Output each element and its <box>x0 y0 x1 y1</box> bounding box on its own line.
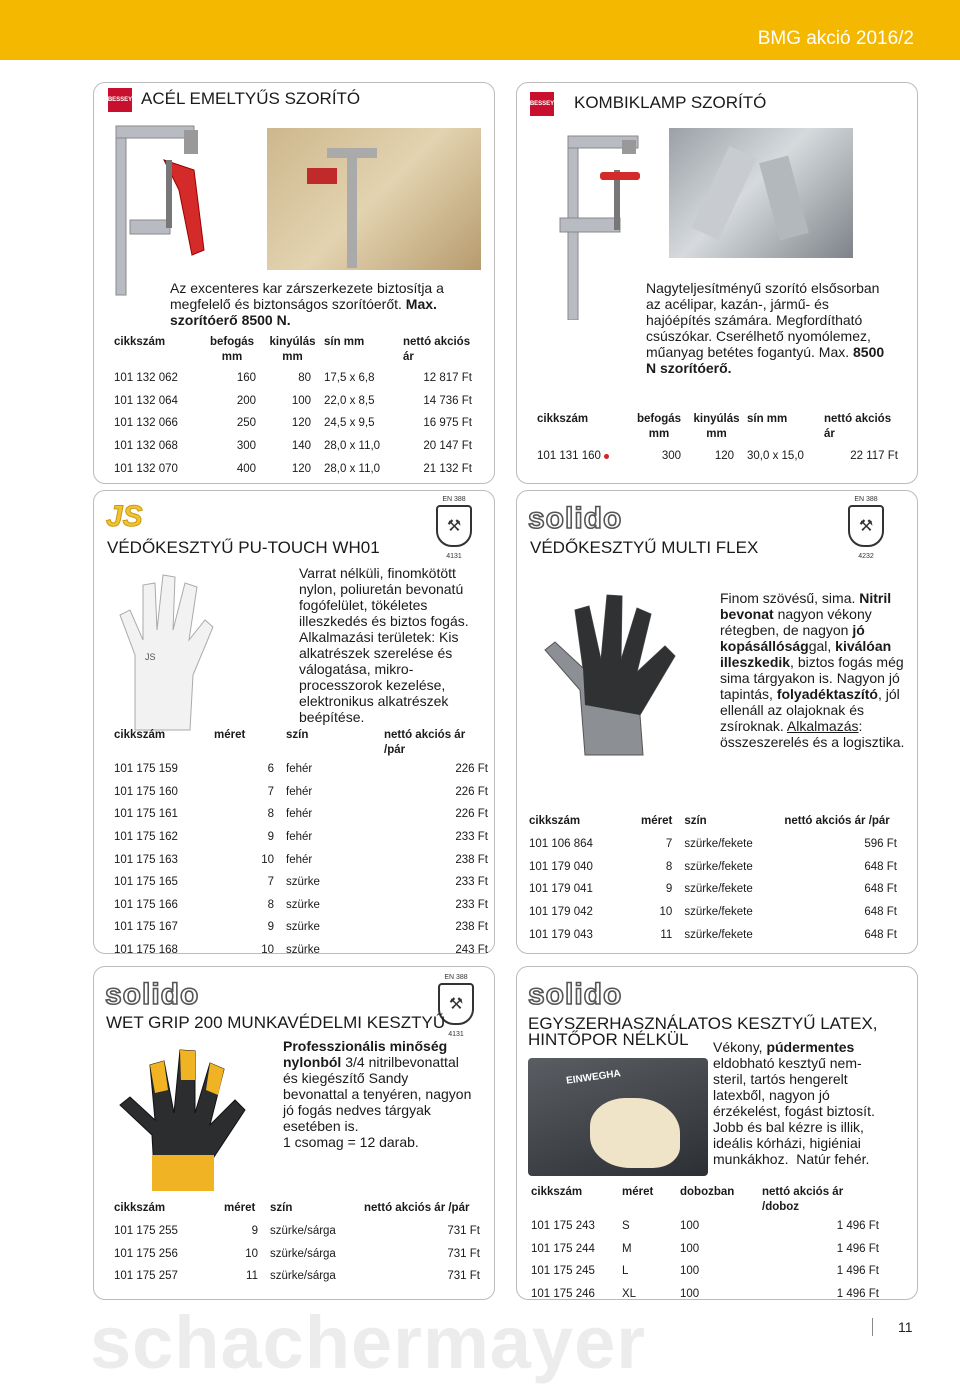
solido-logo: solido <box>528 978 623 1011</box>
header-bar <box>0 0 960 60</box>
table-row: 101 175 243 S 100 1 496 Ft <box>531 1220 879 1233</box>
col-header: méret <box>641 815 673 827</box>
js-logo: JS <box>106 500 143 533</box>
col-header: méret <box>224 1202 256 1214</box>
table-row: 101 132 066 250 120 24,5 x 9,5 16 975 Ft <box>114 417 472 430</box>
product-title-line2: HINTŐPOR NÉLKÜL <box>528 1030 689 1049</box>
table-row: 101 175 168 10 szürke 243 Ft <box>114 944 488 957</box>
price-table <box>537 412 898 468</box>
hammer-icon: ⚒ <box>438 983 474 1025</box>
box-label: EINWEGHA <box>565 1068 622 1087</box>
table-row: 101 179 042 10 szürke/fekete 648 Ft <box>529 906 897 919</box>
table-row: 101 132 070 400 120 28,0 x 11,0 21 132 Ft <box>114 462 472 475</box>
table-row: 101 175 165 7 szürke 233 Ft <box>114 876 488 889</box>
product-title: ACÉL EMELTYŰS SZORÍTÓ <box>141 89 361 108</box>
en388-pictogram: EN 388 ⚒ 4131 <box>434 496 474 560</box>
col-header: szín <box>270 1202 293 1214</box>
col-header: cikkszám <box>114 336 166 348</box>
en388-pictogram: EN 388 ⚒ 4131 <box>436 974 476 1038</box>
price-table <box>114 335 472 480</box>
wood-photo <box>267 128 481 270</box>
product-title: WET GRIP 200 MUNKAVÉDELMI KESZTYŰ <box>106 1013 446 1032</box>
col-header: nettó akciós ár /doboz <box>762 1186 844 1213</box>
table-row: 101 175 166 8 szürke 233 Ft <box>114 898 488 911</box>
catalog-title: BMG akció 2016/2 <box>757 28 914 49</box>
product-description: Nagyteljesítményű szorító elsősorban az acélipar, kazán-, jármű- és hajóépítés számára. Megfordítható csúszókar. Cserélhető nyomólemez, műanyag betétes fogantyú. Max. 8500 N szorítóerő. <box>646 280 885 376</box>
table-row: 101 175 244 M 100 1 496 Ft <box>531 1242 879 1255</box>
product-description: Professzionális minőség nylonból 3/4 nitrilbevonattal és kiegészítő Sandy bevonattal a tenyéren, nagyon jó fogás nedves tárgyak esetében is. 1 csomag = 12 darab. <box>283 1038 472 1150</box>
schachermayer-watermark: schachermayer <box>90 1301 647 1384</box>
price-table <box>114 728 488 961</box>
product-title: KOMBIKLAMP SZORÍTÓ <box>574 93 767 112</box>
price-table <box>114 1201 480 1288</box>
col-header: cikkszám <box>537 413 589 425</box>
table-row: 101 175 256 10 szürke/sárga 731 Ft <box>114 1247 480 1260</box>
col-header: cikkszám <box>529 815 581 827</box>
col-header: sín mm <box>324 336 365 348</box>
price-table <box>529 814 897 946</box>
col-header: szín <box>286 729 309 741</box>
table-row: 101 132 068 300 140 28,0 x 11,0 20 147 Ft <box>114 440 472 453</box>
metal-photo <box>669 128 853 258</box>
lever-clamp-image <box>104 120 254 300</box>
col-header: nettó akciós ár /pár <box>384 729 466 756</box>
col-header: méret <box>214 729 246 741</box>
table-row: 101 175 163 10 fehér 238 Ft <box>114 853 488 866</box>
wet-grip-glove-image <box>100 1035 270 1195</box>
solido-logo: solido <box>528 502 623 535</box>
col-header: nettó akciós ár /pár <box>784 815 890 827</box>
page-number: 11 <box>872 1318 913 1336</box>
price-table <box>531 1185 879 1305</box>
col-header: méret <box>622 1186 654 1198</box>
col-header: befogás mm <box>636 413 682 440</box>
bessey-logo: BESSEY <box>530 92 554 116</box>
table-row: 101 175 162 9 fehér 233 Ft <box>114 831 488 844</box>
product-title: VÉDŐKESZTYŰ MULTI FLEX <box>530 538 759 557</box>
col-header: kinyúlás mm <box>693 413 740 440</box>
col-header: befogás mm <box>209 336 255 363</box>
product-description: Az excenteres kar zárszerkezete biztosítja a megfelelő és biztonságos szorítóerőt. Max. szorítóerő 8500 N. <box>170 280 444 328</box>
table-row: 101 175 255 9 szürke/sárga 731 Ft <box>114 1225 480 1238</box>
col-header: sín mm <box>747 413 788 425</box>
table-row: 101 179 040 8 szürke/fekete 648 Ft <box>529 860 897 873</box>
col-header: szín <box>684 815 707 827</box>
solido-logo: solido <box>105 978 200 1011</box>
new-indicator-dot <box>604 454 609 459</box>
latex-box-image <box>528 1058 708 1176</box>
table-row: 101 175 160 7 fehér 226 Ft <box>114 785 488 798</box>
product-description: Vékony, púdermentes eldobható kesztyű nem-steril, tartós hengerelt latexből, nagyon jó érzékelést, fogást biztosít. Jobb és bal kézre is illik, ideális kórházi, higiéniai munkákhoz. Natúr fehér. <box>713 1039 875 1167</box>
product-title: VÉDŐKESZTYŰ PU-TOUCH WH01 <box>107 538 380 557</box>
table-row: 101 175 167 9 szürke 238 Ft <box>114 921 488 934</box>
en388-pictogram: EN 388 ⚒ 4232 <box>846 496 886 560</box>
product-description: Finom szövésű, sima. Nitril bevonat nagyon vékony rétegben, de nagyon jó kopásállósággal, kiválóan illeszkedik, biztos fogás még sima tárgyakon is. Nagyon jó tapintás, folyadéktaszító, jól ellenáll az olajoknak és zsíroknak. Alkalmazás: összeszerelés és a logisztika. <box>720 590 905 750</box>
col-header: kinyúlás mm <box>269 336 316 363</box>
table-row: 101 175 246 XL 100 1 496 Ft <box>531 1288 879 1301</box>
col-header: nettó akciós ár <box>403 336 471 363</box>
white-glove-image <box>105 565 225 735</box>
multiflex-glove-image <box>525 580 705 760</box>
col-header: cikkszám <box>114 729 166 741</box>
table-row: 101 175 161 8 fehér 226 Ft <box>114 808 488 821</box>
table-row: 101 175 257 11 szürke/sárga 731 Ft <box>114 1270 480 1283</box>
table-row: 101 175 159 6 fehér 226 Ft <box>114 763 488 776</box>
table-row: 101 175 245 L 100 1 496 Ft <box>531 1265 879 1278</box>
col-header: nettó akciós ár /pár <box>364 1202 470 1214</box>
kombiklamp-image <box>550 130 660 320</box>
table-row: 101 132 062 160 80 17,5 x 6,8 12 817 Ft <box>114 372 472 385</box>
hammer-icon: ⚒ <box>848 505 884 547</box>
table-row: 101 132 064 200 100 22,0 x 8,5 14 736 Ft <box>114 394 472 407</box>
col-header: cikkszám <box>531 1186 583 1198</box>
product-description: Varrat nélküli, finomkötött nylon, poliuretán bevonatú fogófelület, tökéletes illeszkedés és biztos fogás. Alkalmazási területek: Kis alkatrészek szerelése és válogatása, mikro-processzorok kezelése, elektronikus alkatrészek beépítése. <box>299 565 469 725</box>
table-row: 101 106 864 7 szürke/fekete 596 Ft <box>529 838 897 851</box>
hammer-icon: ⚒ <box>436 505 472 547</box>
bessey-logo: BESSEY <box>108 88 132 112</box>
col-header: cikkszám <box>114 1202 166 1214</box>
col-header: dobozban <box>680 1186 735 1198</box>
table-row: 101 179 043 11 szürke/fekete 648 Ft <box>529 928 897 941</box>
table-row: 101 179 041 9 szürke/fekete 648 Ft <box>529 883 897 896</box>
col-header: nettó akciós ár <box>824 413 892 440</box>
table-row: 101 131 160 300 120 30,0 x 15,0 22 117 Ft <box>537 450 898 463</box>
svg-text:JS: JS <box>145 652 156 662</box>
product-title-line1: EGYSZERHASZNÁLATOS KESZTYŰ LATEX, <box>528 1014 878 1033</box>
